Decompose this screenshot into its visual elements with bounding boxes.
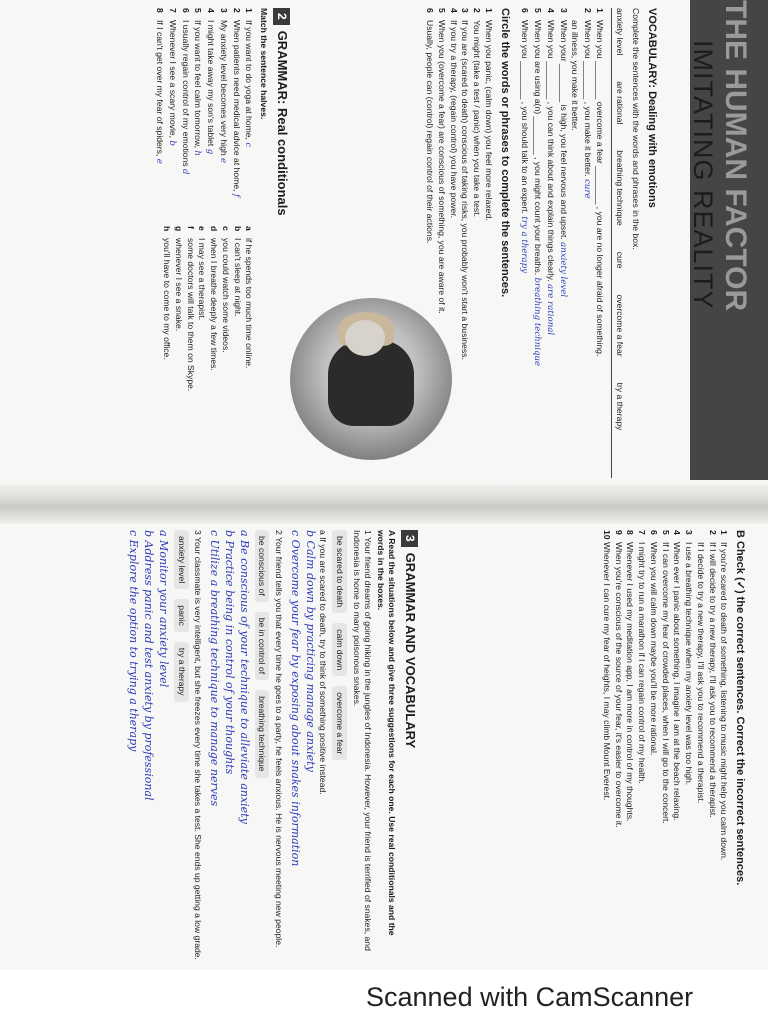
vocab-item-extra: an illness, you make it better. bbox=[570, 20, 581, 131]
word-box-1: be scared to deathcalm downovercome a fear bbox=[332, 530, 347, 960]
grammar-item: 2When patients need medical advice at home, f bbox=[230, 8, 242, 198]
situation-3: 3 Your classmate is very intelligent, but she freezes every time she takes a test. She ends up getting a low grade. bbox=[193, 530, 204, 960]
handwritten-answer: are rational bbox=[544, 284, 555, 336]
check-item: 10Whenever I can cure my fear of heights, I may climb Mount Everest. bbox=[601, 530, 612, 801]
word-box-3: anxiety levelpanictry a therapy bbox=[174, 530, 189, 960]
vocab-item: 2When you ________ , you make it better. cure bbox=[582, 8, 594, 199]
check-item: 8Whenever I used my meditation app, I am more in control of my thoughts. bbox=[625, 530, 636, 822]
vocab-item: 4When you ________ , you can think about and explain things clearly. are rational bbox=[544, 8, 556, 336]
circle-heading: Circle the words or phrases to complete the sentences. bbox=[498, 8, 511, 298]
box-word: are rational bbox=[614, 81, 625, 125]
handwritten-answer: a Be conscious of your technique to alleviate anxiety bbox=[237, 530, 251, 824]
printed-answer: a If you are scared to death, try to think of something positive instead. bbox=[318, 530, 329, 795]
handwritten-answer: b Practice being in control of your thoughts bbox=[222, 530, 236, 775]
grammar-ending: eI may see a therapist. bbox=[197, 226, 208, 321]
vocab-item: 5When you are using a(n) ________ , you might count your breaths. breathing technique bbox=[532, 8, 544, 367]
check-correction: If I decide to try a new therapy, I'll ask you to recommend a therapist. bbox=[695, 542, 706, 804]
box-word: anxiety level bbox=[614, 8, 625, 56]
grammar-item: 7Whenever I see a scary movie, b bbox=[166, 8, 178, 146]
handwritten-answer: c Utilize a breathing technique to manage nerves bbox=[208, 530, 222, 807]
vocab-instruction: Complete the sentences with the words and phrases in the box. bbox=[631, 8, 642, 250]
vocab-item: 3When your ________ is high, you feel nervous and upset. anxiety level bbox=[557, 8, 569, 298]
situation-1: 1 Your friend dreams of going hiking in the jungles of Indonesia. However, your friend is terrified of snakes, and Indonesia is home to many poisonous snakes. bbox=[351, 530, 373, 951]
grammar-instruction: Match the sentence halves. bbox=[259, 8, 269, 120]
handwritten-answer: cure bbox=[582, 179, 593, 199]
circle-item: 2You might (take a test / panic) when you take a test. bbox=[472, 8, 483, 217]
grammar-vocab-section bbox=[126, 530, 428, 960]
page-title: IMITATING REALITY bbox=[688, 40, 718, 310]
vocab-word-box bbox=[611, 8, 627, 478]
grammar-vocab-heading: 3GRAMMAR AND VOCABULARY bbox=[401, 530, 418, 960]
handwritten-answer: a Monitor your anxiety level bbox=[156, 530, 170, 688]
handwritten-answer: anxiety level bbox=[557, 242, 568, 298]
handwritten-answer: b Calm down by practicing manage anxiety bbox=[303, 530, 317, 772]
check-heading: B Check (✓) the correct sentences. Correct the incorrect sentences. bbox=[734, 530, 746, 886]
check-item: 7I might try to run a marathon if I can regain control of my health. bbox=[637, 530, 648, 784]
situation-2: 2 Your friend tells you that every time he goes to a party, he feels anxious. He is nervous meeting new people. bbox=[274, 530, 285, 948]
book-spine bbox=[0, 484, 768, 524]
face-shape bbox=[345, 320, 385, 356]
check-item: 5If I can overcome my fear of crowded places, when I will go to the concert. bbox=[660, 530, 671, 824]
grammar-item: 5If you want to feel calm tomorrow, h bbox=[192, 8, 204, 156]
handwritten-answer: try a therapy bbox=[519, 216, 530, 274]
grammar-item: 1If you want to do yoga at home, c bbox=[243, 8, 255, 148]
check-section bbox=[600, 530, 748, 960]
grammar-section bbox=[152, 8, 300, 478]
check-item: 3I use a breathing technique when my anxiety level was too high. bbox=[684, 530, 695, 786]
camscanner-watermark: Scanned with CamScanner bbox=[366, 982, 694, 1012]
check-item: 9When you're conscious of the source of your fear, it's easier to overcome it. bbox=[613, 530, 624, 828]
word-box-2: be conscious ofbe in control ofbreathing technique bbox=[255, 530, 270, 960]
grammar-ending: dwhen I breathe deeply a few times. bbox=[209, 226, 220, 371]
grammar-item: 8If I can't get over my fear of spiders, e bbox=[154, 8, 166, 164]
handwritten-answer: c Overcome your fear by exposing about snakes information bbox=[288, 530, 302, 867]
grammar-ending: aif he spends too much time online. bbox=[244, 226, 255, 369]
grammar-ending: bI can't sleep at night. bbox=[232, 226, 243, 317]
grammar-heading: 2GRAMMAR: Real conditionals bbox=[273, 8, 290, 478]
grammar-item: 4I might take away my son's tablet g bbox=[205, 8, 217, 155]
box-word: overcome a fear bbox=[614, 294, 625, 357]
woman-meditating-photo bbox=[290, 298, 452, 460]
vocab-item: 6When you ________ , you should talk to an expert. try a therapy bbox=[519, 8, 531, 274]
circle-item: 5When you (overcome a fear) are conscious of something, you are aware of it. bbox=[436, 8, 447, 314]
box-word: cure bbox=[614, 251, 625, 269]
check-item: 1If you're scared to death of something, listening to music might help you calm down. bbox=[719, 530, 730, 861]
header-banner: THE HUMAN FACTOR bbox=[719, 0, 752, 312]
box-word: try a therapy bbox=[614, 382, 625, 431]
vocab-item: 1When you ________ overcome a fear ________ , you are no longer afraid of something. bbox=[594, 8, 605, 357]
circle-item: 4If you try a therapy, (regain control) you have power. bbox=[448, 8, 459, 219]
check-item: 4When ever I panic about something, I imagine I am at the beach relaxing. bbox=[672, 530, 683, 821]
grammar-vocab-instruction: A Read the situations below and give three suggestions for each one. Use real conditionals and the words in the boxes. bbox=[376, 530, 397, 936]
check-item: 6When you will calm down maybe you'll be more rational. bbox=[648, 530, 659, 756]
grammar-ending: gwhenever I see a snake. bbox=[173, 226, 184, 332]
circle-item: 6Usually, people can (control) regain control of their actions. bbox=[425, 8, 436, 244]
grammar-item: 3My anxiety level becomes very high e bbox=[217, 8, 229, 164]
circle-item: 3If you are (scared to death) conscious of taking risks, you probably won't start a business. bbox=[460, 8, 471, 360]
handwritten-answer: b Address panic and test anxiety by professional bbox=[142, 530, 156, 801]
grammar-ending: fsome doctors will talk to them on Skype. bbox=[185, 226, 196, 392]
check-item: 2If I will decide to try a new therapy, I'll ask you to recommend a therapist. bbox=[707, 530, 718, 818]
vocabulary-section bbox=[423, 8, 660, 478]
circle-item: 1When you panic, (calm down) you feel more relaxed. bbox=[483, 8, 494, 221]
grammar-ending: hyou'll have to come to my office. bbox=[162, 226, 173, 360]
grammar-ending: cyou could watch some videos. bbox=[220, 226, 231, 353]
handwritten-answer: breathing technique bbox=[532, 277, 543, 367]
box-word: breathing technique bbox=[614, 150, 625, 226]
grammar-item: 6I usually regain control of my emotions d bbox=[179, 8, 191, 175]
vocab-heading: VOCABULARY: Dealing with emotions bbox=[646, 8, 658, 208]
handwritten-answer: c Explore the option to trying a therapy bbox=[127, 530, 141, 752]
